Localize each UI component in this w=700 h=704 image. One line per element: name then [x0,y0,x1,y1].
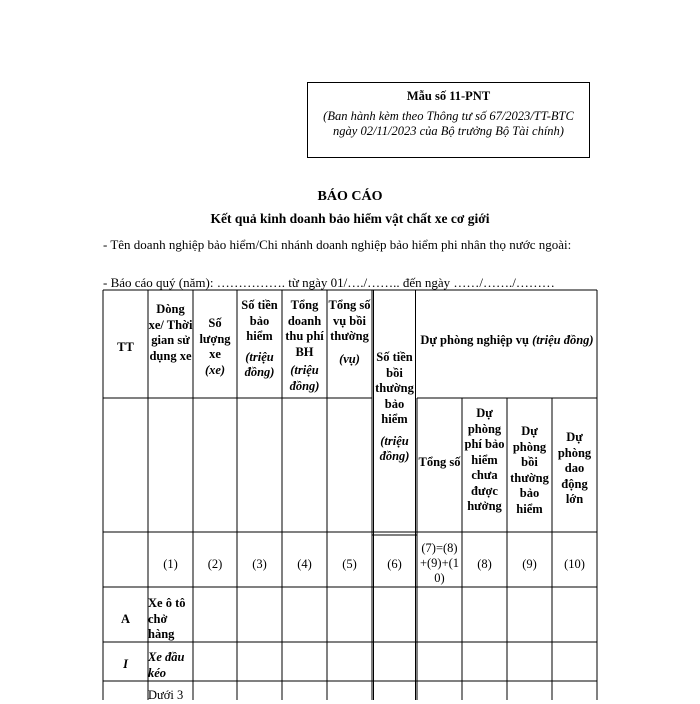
header-premium-unit: (triệu đồng) [289,363,320,393]
form-code: Mẫu số 11-PNT [406,89,491,103]
header-quantity [193,316,237,378]
header-claims-amount-label: Số tiền bồi thường bảo hiểm [375,350,414,426]
header-claims-amount-unit: (triệu đồng) [379,433,410,463]
header-premium-label: Tổng doanh thu phí BH [285,298,324,359]
header-reserve-unearned: Dự phòng phí bảo hiểm chưa được hưởng [464,406,505,513]
column-number: (7)=(8)+(9)+(10) [419,541,460,585]
header-insured-amount-unit: (triệu đồng) [244,349,275,379]
header-reserve-claims: Dự phòng bồi thường bảo hiểm [510,424,549,516]
column-number: (2) [207,557,223,571]
header-reserve-fluctuation: Dự phòng dao động lớn [557,430,592,506]
column-number: (3) [252,557,267,571]
header-reserves [420,333,594,349]
column-number: (9) [522,557,537,571]
report-subtitle: Kết quả kinh doanh bảo hiểm vật chất xe cơ giới [210,211,490,226]
header-reserve-total: Tổng số [418,455,461,469]
header-quantity-unit: (xe) [204,362,226,377]
header-insured-amount [237,298,282,381]
company-name-line: - Tên doanh nghiệp bảo hiểm/Chi nhánh doanh nghiệp bảo hiểm phi nhân thọ nước ngoài: [103,237,572,252]
header-claims-count-unit: (vụ) [339,351,360,366]
table-row-label: Xe đầu kéo [148,650,185,680]
table-row-label: Xe ô tô chở hàng [148,596,186,641]
header-quantity-label: Số lượng xe [199,316,231,361]
header-claims-count-label: Tổng số vụ bồi thường [328,298,371,343]
header-premium [282,298,327,394]
header-tt: TT [117,340,134,354]
header-reserves-unit: (triệu đồng) [532,333,594,347]
header-claims-count [327,298,372,367]
header-claims-amount [372,350,417,465]
column-number: (5) [342,557,357,571]
header-insured-amount-label: Số tiền bảo hiểm [241,298,278,343]
table-row-tt: A [120,612,131,626]
column-number: (10) [564,557,585,571]
form-issued-note: (Ban hành kèm theo Thông tư số 67/2023/TT-BTC ngày 02/11/2023 của Bộ trưởng Bộ Tài chính) [323,109,574,138]
column-number: (6) [387,557,402,571]
column-number: (8) [477,557,492,571]
table-row-tt: I [123,657,128,671]
column-number: (4) [297,557,312,571]
column-number: (1) [163,557,178,571]
table-row-label: Dưới 3 [148,688,184,702]
header-vehicle-line: Dòng xe/ Thời gian sử dụng xe [148,302,193,363]
report-title: BÁO CÁO [317,189,383,204]
report-period-line: - Báo cáo quý (năm): ……………. từ ngày 01/…./…….. đến ngày ……/……./……… [103,275,555,290]
header-reserves-label: Dự phòng nghiệp vụ [420,333,529,347]
